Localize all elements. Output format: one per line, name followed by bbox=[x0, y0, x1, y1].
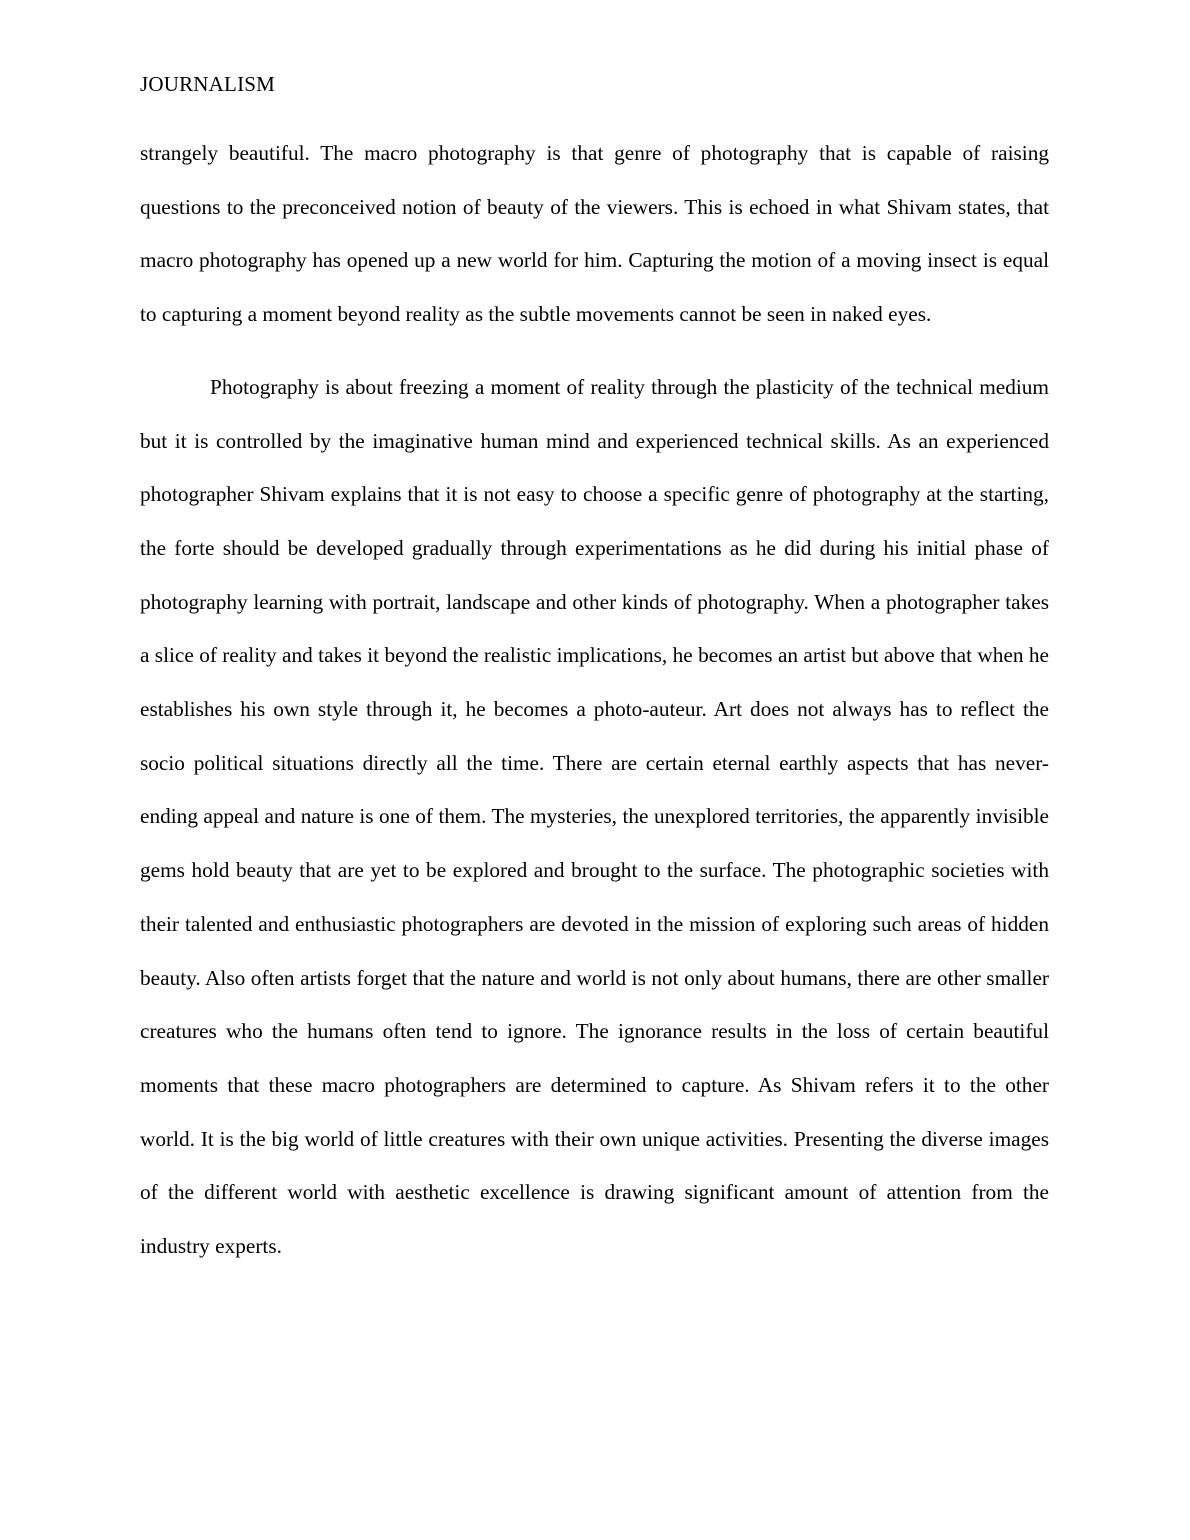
paragraph-photography: Photography is about freezing a moment of reality through the plasticity of the technical medium but it is controlled by the imaginative human mind and experienced technical skills. As an experienced photographer Shivam explains that it is not easy to choose a specific genre of photography at the starting, the forte should be developed gradually through experimentations as he did during his initial phase of photography learning with portrait, landscape and other kinds of photography. When a photographer takes a slice of reality and takes it beyond the realistic implications, he becomes an artist but above that when he establishes his own style through it, he becomes a photo-auteur. Art does not always has to reflect the socio political situations directly all the time. There are certain eternal earthly aspects that has never-ending appeal and nature is one of them. The mysteries, the unexplored territories, the apparently invisible gems hold beauty that are yet to be explored and brought to the surface. The photographic societies with their talented and enthusiastic photographers are devoted in the mission of exploring such areas of hidden beauty. Also often artists forget that the nature and world is not only about humans, there are other smaller creatures who the humans often tend to ignore. The ignorance results in the loss of certain beautiful moments that these macro photographers are determined to capture. As Shivam refers it to the other world. It is the big world of little creatures with their own unique activities. Presenting the diverse images of the different world with aesthetic excellence is drawing significant amount of attention from the industry experts. bbox=[140, 374, 1049, 1259]
paragraph-continued: strangely beautiful. The macro photography is that genre of photography that is capable of raising questions to the preconceived notion of beauty of the viewers. This is echoed in what Shivam states, that macro photography has opened up a new world for him. Capturing the motion of a moving insect is equal to capturing a moment beyond reality as the subtle movements cannot be seen in naked eyes. bbox=[140, 141, 1049, 327]
running-head: JOURNALISM bbox=[140, 72, 276, 96]
document-body bbox=[140, 127, 1049, 1274]
